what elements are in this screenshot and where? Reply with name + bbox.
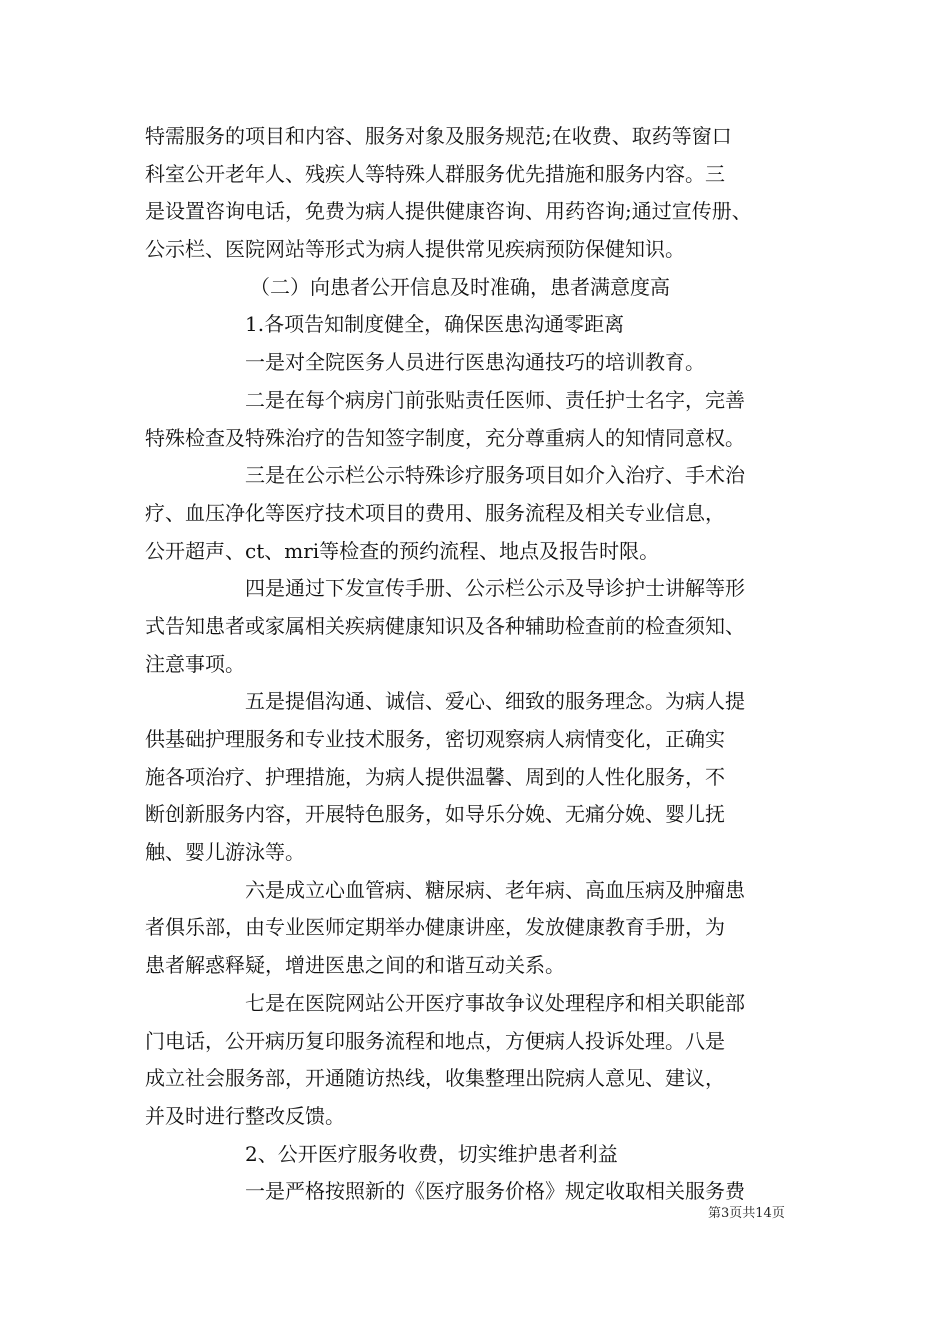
document-body — [145, 118, 815, 1211]
text-line: 疗、血压净化等医疗技术项目的费用、服务流程及相关专业信息， — [145, 500, 725, 525]
text-line: 二是在每个病房门前张贴责任医师、责任护士名字，完善 — [245, 387, 745, 412]
page-number-footer: 第3页共14页 — [708, 1206, 785, 1221]
text-line: 一是严格按照新的《医疗服务价格》规定收取相关服务费 — [245, 1179, 745, 1204]
text-line: 施各项治疗、护理措施，为病人提供温馨、周到的人性化服务，不 — [145, 764, 725, 789]
text-line: 门电话，公开病历复印服务流程和地点，方便病人投诉处理。八是 — [145, 1028, 725, 1053]
text-line: 五是提倡沟通、诚信、爱心、细致的服务理念。为病人提 — [245, 689, 745, 714]
text-line: 科室公开老年人、残疾人等特殊人群服务优先措施和服务内容。三 — [145, 161, 725, 186]
text-line: 式告知患者或家属相关疾病健康知识及各种辅助检查前的检查须知、 — [145, 613, 745, 638]
text-line: 并及时进行整改反馈。 — [145, 1103, 345, 1128]
text-line: 六是成立心血管病、糖尿病、老年病、高血压病及肿瘤患 — [245, 877, 745, 902]
text-line: 特殊检查及特殊治疗的告知签字制度，充分尊重病人的知情同意权。 — [145, 425, 745, 450]
text-line: （二）向患者公开信息及时准确，患者满意度高 — [250, 274, 670, 299]
text-line: 公示栏、医院网站等形式为病人提供常见疾病预防保健知识。 — [145, 237, 685, 262]
text-line: 2、公开医疗服务收费，切实维护患者利益 — [245, 1141, 618, 1166]
text-line: 1.各项告知制度健全，确保医患沟通零距离 — [245, 312, 625, 337]
text-line: 者俱乐部，由专业医师定期举办健康讲座，发放健康教育手册，为 — [145, 915, 725, 940]
text-line: 触、婴儿游泳等。 — [145, 840, 305, 865]
text-line: 四是通过下发宣传手册、公示栏公示及导诊护士讲解等形 — [245, 576, 745, 601]
text-line: 成立社会服务部，开通随访热线，收集整理出院病人意见、建议， — [145, 1066, 725, 1091]
text-line: 七是在医院网站公开医疗事故争议处理程序和相关职能部 — [245, 990, 745, 1015]
text-line: 特需服务的项目和内容、服务对象及服务规范;在收费、取药等窗口 — [145, 124, 732, 148]
text-line: 断创新服务内容，开展特色服务，如导乐分娩、无痛分娩、婴儿抚 — [145, 802, 725, 827]
text-line: 注意事项。 — [145, 651, 245, 676]
text-line: 公开超声、ct、mri等检查的预约流程、地点及报告时限。 — [145, 538, 660, 563]
text-line: 一是对全院医务人员进行医患沟通技巧的培训教育。 — [245, 350, 705, 375]
text-line: 是设置咨询电话，免费为病人提供健康咨询、用药咨询;通过宣传册、 — [145, 199, 752, 224]
text-line: 患者解惑释疑，增进医患之间的和谐互动关系。 — [145, 953, 565, 978]
text-line: 三是在公示栏公示特殊诊疗服务项目如介入治疗、手术治 — [245, 463, 745, 488]
text-line: 供基础护理服务和专业技术服务，密切观察病人病情变化，正确实 — [145, 727, 725, 751]
